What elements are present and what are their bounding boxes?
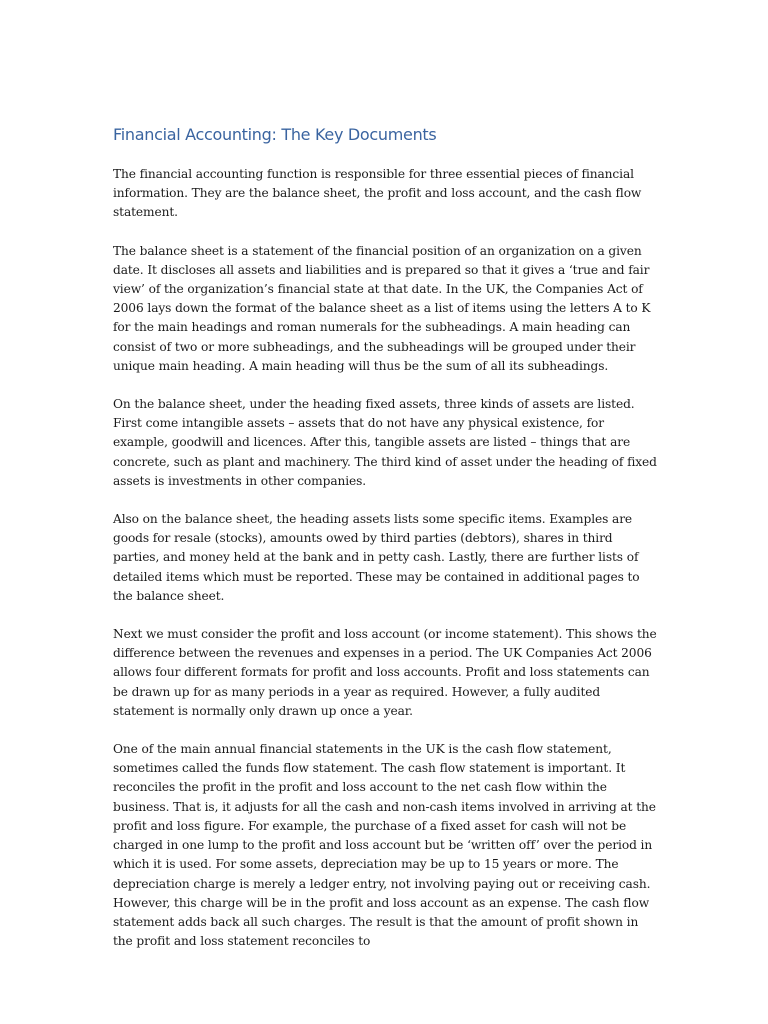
paragraph-fixed-assets: On the balance sheet, under the heading fixed assets, three kinds of assets are listed. First come intangible assets – assets that do not have any physical existence, for example, goodwill and licences. After this, tangible assets are listed – things that are concrete, such as plant and machinery. The third kind of asset under the heading of fixed assets is investments in other companies. — [113, 397, 657, 488]
paragraph-assets-items: Also on the balance sheet, the heading assets lists some specific items. Examples are goods for resale (stocks), amounts owed by third parties (debtors), shares in third parties, and money held at the bank and in petty cash. Lastly, there are further lists of detailed items which must be reported. These may be contained in additional pages to the balance sheet. — [113, 512, 640, 603]
paragraph-intro: The financial accounting function is responsible for three essential pieces of financial information. They are the balance sheet, the profit and loss account, and the cash flow statement. — [113, 167, 642, 220]
paragraph-cash-flow: One of the main annual financial statements in the UK is the cash flow statement, sometimes called the funds flow statement. The cash flow statement is important. It reconciles the profit in the profit and loss account to the net cash flow within the business. That is, it adjusts for all the cash and non-cash items involved in arriving at the profit and loss figure. For example, the purchase of a fixed asset for cash will not be charged in one lump to the profit and loss account but be ‘written off’ over the period in which it is used. For some assets, depreciation may be up to 15 years or more. The depreciation charge is merely a ledger entry, not involving paying out or receiving cash. However, this charge will be in the profit and loss account as an expense. The cash flow statement adds back all such charges. The result is that the amount of profit shown in the profit and loss statement reconciles to — [113, 742, 656, 949]
document-title: Financial Accounting: The Key Documents — [113, 125, 437, 144]
paragraph-balance-sheet: The balance sheet is a statement of the financial position of an organization on a given date. It discloses all assets and liabilities and is prepared so that it gives a ‘true and fair view’ of the organization’s financial state at that date. In the UK, the Companies Act of 2006 lays down the format of the balance sheet as a list of items using the letters A to K for the main headings and roman numerals for the subheadings. A main heading can consist of two or more subheadings, and the subheadings will be grouped under their unique main heading. A main heading will thus be the sum of all its subheadings. — [113, 243, 651, 373]
document-body — [113, 124, 658, 970]
paragraph-profit-loss: Next we must consider the profit and loss account (or income statement). This shows the difference between the revenues and expenses in a period. The UK Companies Act 2006 allows four different formats for profit and loss accounts. Profit and loss statements can be drawn up for as many periods in a year as required. However, a fully audited statement is normally only drawn up once a year. — [113, 627, 657, 718]
